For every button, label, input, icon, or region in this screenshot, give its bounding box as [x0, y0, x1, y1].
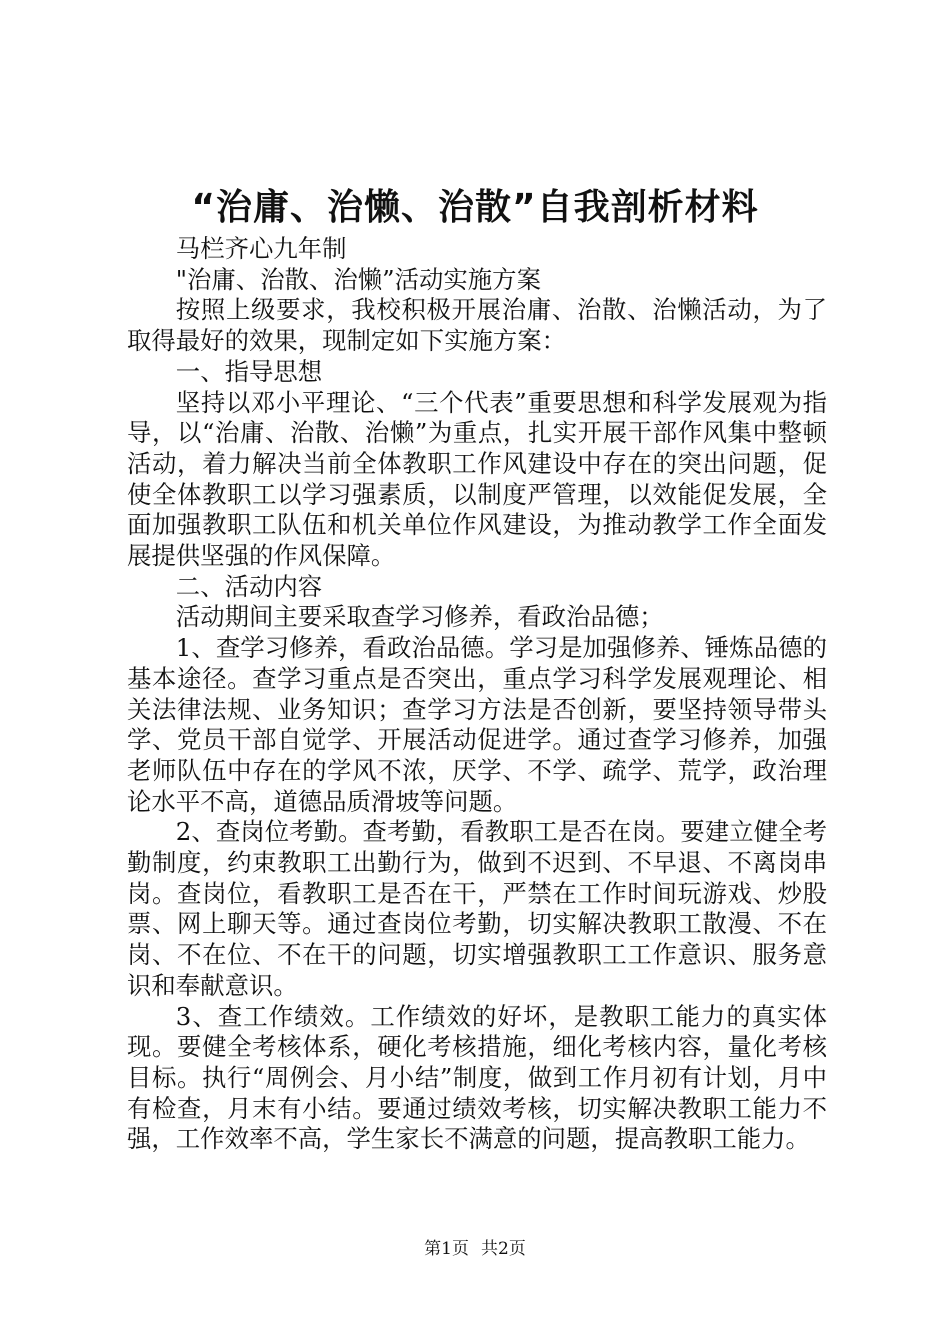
paragraph-item-1: 1、查学习修养，看政治品德。学习是加强修养、锤炼品德的基本途径。查学习重点是否突出，重点学习科学发展观理论、相关法律法规、业务知识；查学习方法是否创新，要坚持领导带头学、党员干部自觉学、开展活动促进学。通过查学习修养，加强老师队伍中存在的学风不浓，厌学、不学、疏学、荒学，政治理论水平不高，道德品质滑坡等问题。	[127, 633, 827, 816]
paragraph-item-2: 2、查岗位考勤。查考勤，看教职工是否在岗。要建立健全考勤制度，约束教职工出勤行为，做到不迟到、不早退、不离岗串岗。查岗位，看教职工是否在干，严禁在工作时间玩游戏、炒股票、网上聊天等。通过查岗位考勤，切实解决教职工散漫、不在岗、不在位、不在干的问题，切实增强教职工工作意识、服务意识和奉献意识。	[127, 817, 827, 1000]
paragraph-intro: 按照上级要求，我校积极开展治庸、治散、治懒活动，为了取得最好的效果，现制定如下实施方案：	[127, 295, 827, 356]
document-title: “治庸、治懒、治散”自我剖析材料	[191, 187, 759, 228]
paragraph-plan-title: "治庸、治散、治懒”活动实施方案	[175, 264, 541, 294]
page-number: 第1页	[424, 1239, 469, 1259]
paragraph-school-name: 马栏齐心九年制	[175, 234, 347, 263]
paragraph-activity-summary: 活动期间主要采取查学习修养，看政治品德；	[175, 602, 664, 632]
document-body	[127, 234, 827, 1155]
page-footer	[0, 1238, 950, 1260]
paragraph-guiding-ideology: 坚持以邓小平理论、“三个代表”重要思想和科学发展观为指导，以“治庸、治散、治懒”为重点，扎实开展干部作风集中整顿活动，着力解决当前全体教职工作风建设中存在的突出问题，促使全体教职工以学习强素质，以制度严管理，以效能促发展，全面加强教职工队伍和机关单位作风建设，为推动教学工作全面发展提供坚强的作风保障。	[127, 387, 827, 571]
heading-activity-content: 二、活动内容	[175, 571, 323, 601]
paragraph-item-3: 3、查工作绩效。工作绩效的好坏，是教职工能力的真实体现。要健全考核体系，硬化考核措施，细化考核内容，量化考核目标。执行“周例会、月小结”制度，做到工作月初有计划，月中有检查，月末有小结。要通过绩效考核，切实解决教职工能力不强，工作效率不高，学生家长不满意的问题，提高教职工能力。	[127, 1001, 827, 1154]
page-total: 共2页	[481, 1239, 526, 1259]
heading-guiding-ideology: 一、指导思想	[175, 356, 323, 386]
